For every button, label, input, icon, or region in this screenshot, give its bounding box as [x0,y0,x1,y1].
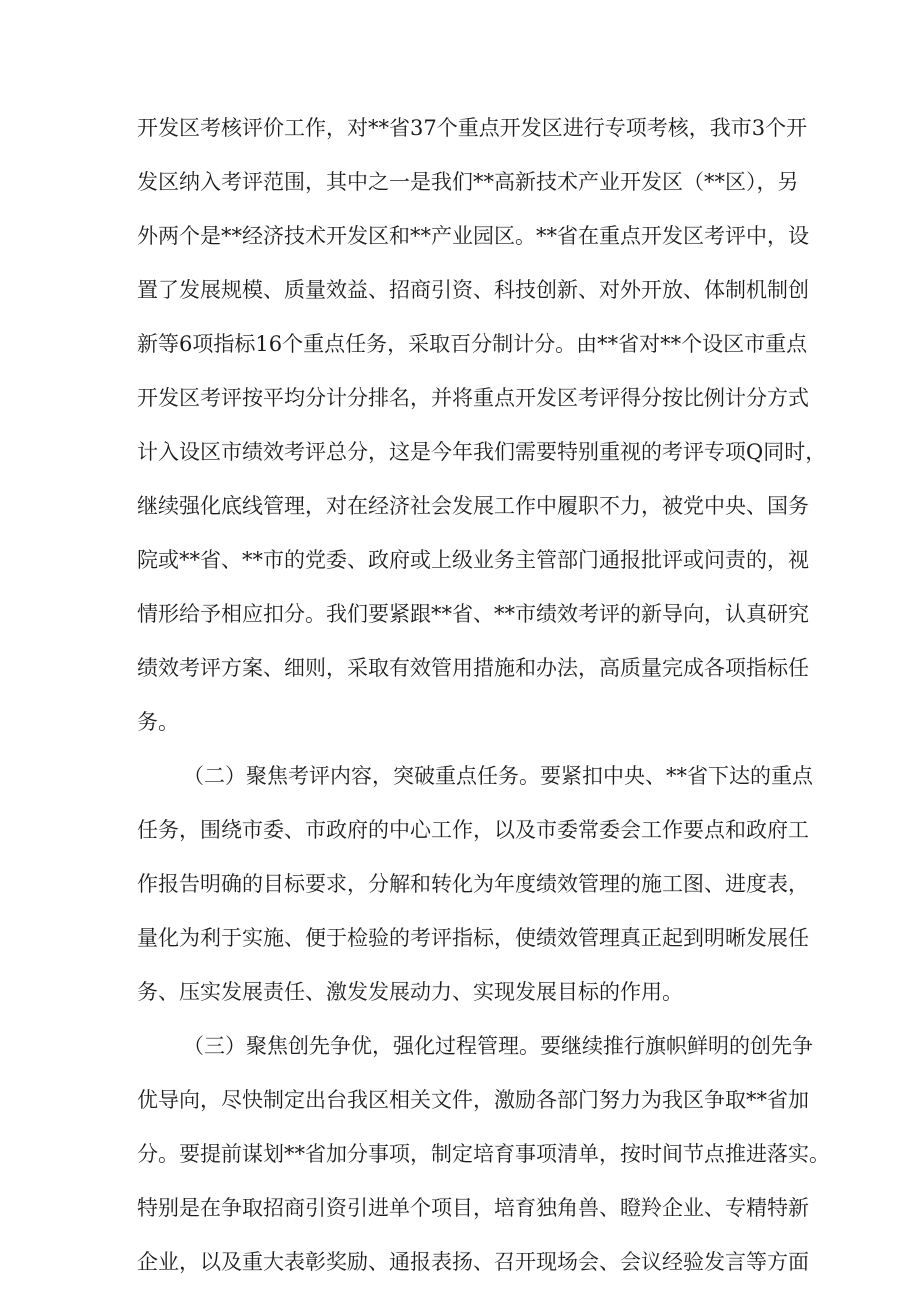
paragraph-1-line-12: 务。 [137,710,179,734]
paragraph-2-line-2: 任务，围绕市委、市政府的中心工作，以及市委常委会工作要点和政府工 [137,818,809,842]
paragraph-1-line-3: 外两个是**经济技术开发区和**产业园区。**省在重点开发区考评中，设 [137,224,809,248]
paragraph-3-line-3: 分。要提前谋划**省加分事项，制定培育事项清单，按时间节点推进落实。 [137,1142,830,1166]
paragraph-2-line-3: 作报告明确的目标要求，分解和转化为年度绩效管理的施工图、进度表， [137,872,809,896]
paragraph-2-line-5: 务、压实发展责任、激发发展动力、实现发展目标的作用。 [137,980,683,1004]
paragraph-1-line-2: 发区纳入考评范围，其中之一是我们**高新技术产业开发区（**区），另 [137,170,799,194]
paragraph-1-line-5: 新等6项指标16个重点任务，采取百分制计分。由**省对**个设区市重点 [137,332,808,356]
paragraph-1-line-1: 开发区考核评价工作，对**省37个重点开发区进行专项考核，我市3个开 [137,116,808,140]
paragraph-3-line-5: 企业，以及重大表彰奖励、通报表扬、召开现场会、会议经验发言等方面 [137,1250,809,1274]
paragraph-1-line-8: 继续强化底线管理，对在经济社会发展工作中履职不力，被党中央、国务 [137,494,809,518]
paragraph-3-line-1: （三）聚焦创先争优，强化过程管理。要继续推行旗帜鲜明的创先争 [183,1034,813,1058]
paragraph-1-line-7: 计入设区市绩效考评总分，这是今年我们需要特别重视的考评专项Q同时， [137,440,827,464]
paragraph-2-line-1: （二）聚焦考评内容，突破重点任务。要紧扣中央、**省下达的重点 [183,764,813,788]
paragraph-1-line-6: 开发区考评按平均分计分排名，并将重点开发区考评得分按比例计分方式 [137,386,809,410]
paragraph-1-line-10: 情形给予相应扣分。我们要紧跟**省、**市绩效考评的新导向，认真研究 [137,602,809,626]
paragraph-3-line-4: 特别是在争取招商引资引进单个项目，培育独角兽、瞪羚企业、专精特新 [137,1196,809,1220]
paragraph-2-line-4: 量化为利于实施、便于检验的考评指标，使绩效管理真正起到明晰发展任 [137,926,809,950]
paragraph-1-line-4: 置了发展规模、质量效益、招商引资、科技创新、对外开放、体制机制创 [137,278,809,302]
paragraph-3-line-2: 优导向，尽快制定出台我区相关文件，激励各部门努力为我区争取**省加 [137,1088,809,1112]
paragraph-1-line-9: 院或**省、**市的党委、政府或上级业务主管部门通报批评或问责的，视 [137,548,809,572]
paragraph-1-line-11: 绩效考评方案、细则，采取有效管用措施和办法，高质量完成各项指标任 [137,656,809,680]
